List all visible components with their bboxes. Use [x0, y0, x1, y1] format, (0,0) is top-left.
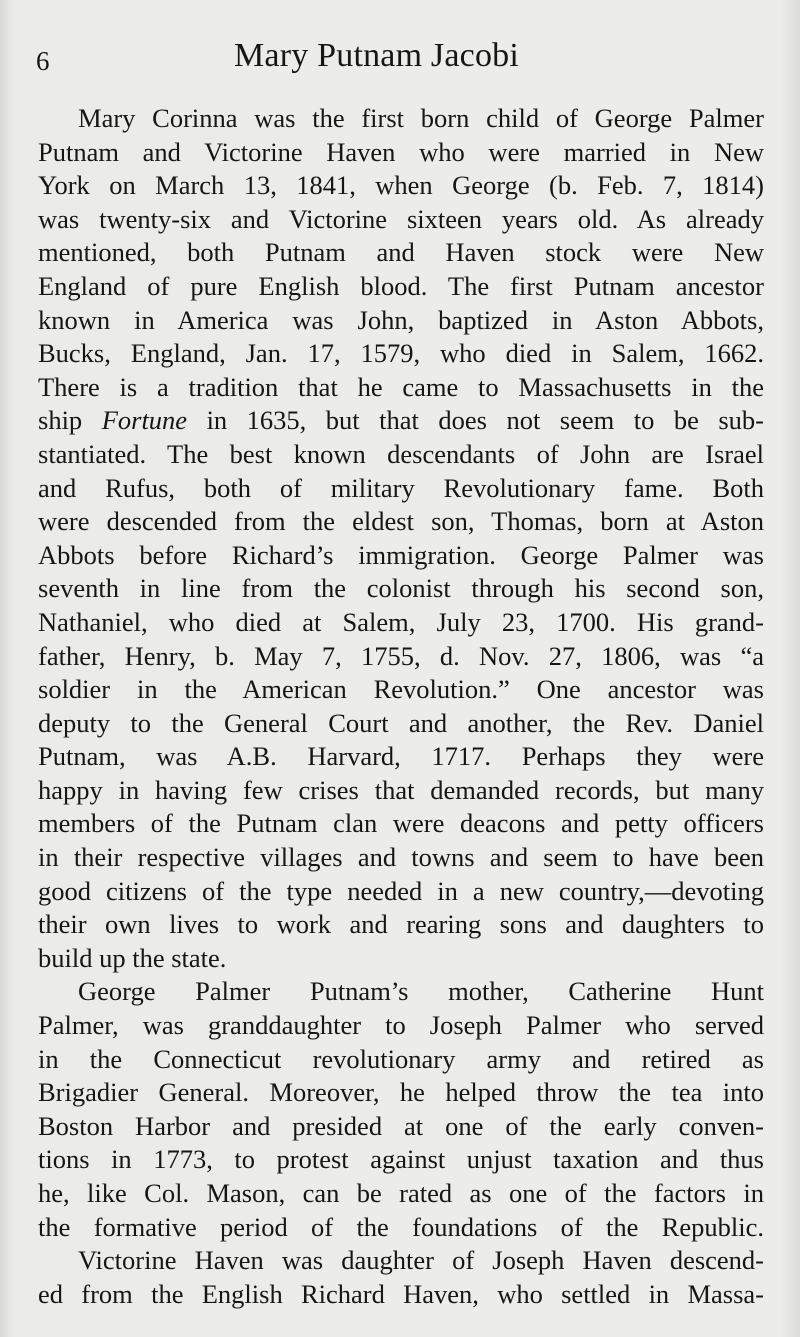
- text-line: Abbots before Richard’s immigration. George Palmer was: [38, 539, 764, 570]
- text-line: Putnam and Victorine Haven who were married in New: [38, 136, 764, 167]
- text-line: good citizens of the type needed in a new country,—devoting: [38, 875, 764, 906]
- text-line: members of the Putnam clan were deacons and petty officers: [38, 808, 764, 839]
- text-line: George Palmer Putnam’s mother, Catherine Hunt: [78, 976, 764, 1007]
- text-line-rest: in 1635, but that does not seem to be sub-: [206, 405, 764, 436]
- text-line: seventh in line from the colonist through his second son,: [38, 573, 764, 604]
- text-line: Bucks, England, Jan. 17, 1579, who died in Salem, 1662.: [38, 338, 764, 369]
- text-line: Brigadier General. Moreover, he helped throw the tea into: [38, 1077, 764, 1108]
- text-line: Boston Harbor and presided at one of the early conven-: [38, 1110, 764, 1141]
- text-line: Putnam, was A.B. Harvard, 1717. Perhaps they were: [38, 741, 764, 772]
- text-line: tions in 1773, to protest against unjust taxation and thus: [38, 1144, 764, 1175]
- text-line: soldier in the American Revolution.” One ancestor was: [38, 674, 764, 705]
- text-line: were descended from the eldest son, Thomas, born at Aston: [38, 506, 764, 537]
- body-text: [38, 102, 764, 1311]
- text-line: Nathaniel, who died at Salem, July 23, 1700. His grand-: [38, 606, 764, 637]
- text-line: York on March 13, 1841, when George (b. Feb. 7, 1814): [38, 170, 764, 201]
- text-line: stantiated. The best known descendants of John are Israel: [38, 438, 764, 469]
- running-title: Mary Putnam Jacobi: [234, 37, 519, 74]
- text-line: their own lives to work and rearing sons and daughters to: [38, 909, 764, 940]
- text-line: in the Connecticut revolutionary army and retired as: [38, 1043, 764, 1074]
- text-line: he, like Col. Mason, can be rated as one of the factors in: [38, 1178, 764, 1208]
- ship-name: Fortune: [101, 405, 188, 436]
- text-line-with-italic: [38, 404, 764, 438]
- text-line: Mary Corinna was the first born child of George Palmer: [78, 103, 764, 133]
- ship-prefix: ship: [38, 405, 83, 436]
- text-line: England of pure English blood. The first Putnam ancestor: [38, 270, 764, 301]
- text-line: There is a tradition that he came to Massachusetts in the: [38, 371, 764, 402]
- page-header: [0, 28, 800, 88]
- text-line: Palmer, was granddaughter to Joseph Palmer who served: [38, 1010, 764, 1041]
- text-line: build up the state.: [38, 942, 227, 973]
- text-line: was twenty-six and Victorine sixteen years old. As already: [38, 203, 764, 234]
- text-line: deputy to the General Court and another, the Rev. Daniel: [38, 707, 764, 738]
- text-line: Victorine Haven was daughter of Joseph Haven descend-: [78, 1245, 764, 1276]
- text-line: the formative period of the foundations of the Republic.: [38, 1211, 764, 1242]
- text-line: and Rufus, both of military Revolutionary fame. Both: [38, 472, 764, 503]
- text-line: father, Henry, b. May 7, 1755, d. Nov. 27, 1806, was “a: [38, 640, 764, 671]
- page-number: 6: [36, 46, 50, 76]
- text-line: ed from the English Richard Haven, who settled in Massa-: [38, 1278, 764, 1309]
- text-line: happy in having few crises that demanded records, but many: [38, 774, 764, 805]
- text-line: in their respective villages and towns and seem to have been: [38, 842, 764, 873]
- text-line: known in America was John, baptized in Aston Abbots,: [38, 304, 764, 335]
- text-line: mentioned, both Putnam and Haven stock were New: [38, 237, 764, 268]
